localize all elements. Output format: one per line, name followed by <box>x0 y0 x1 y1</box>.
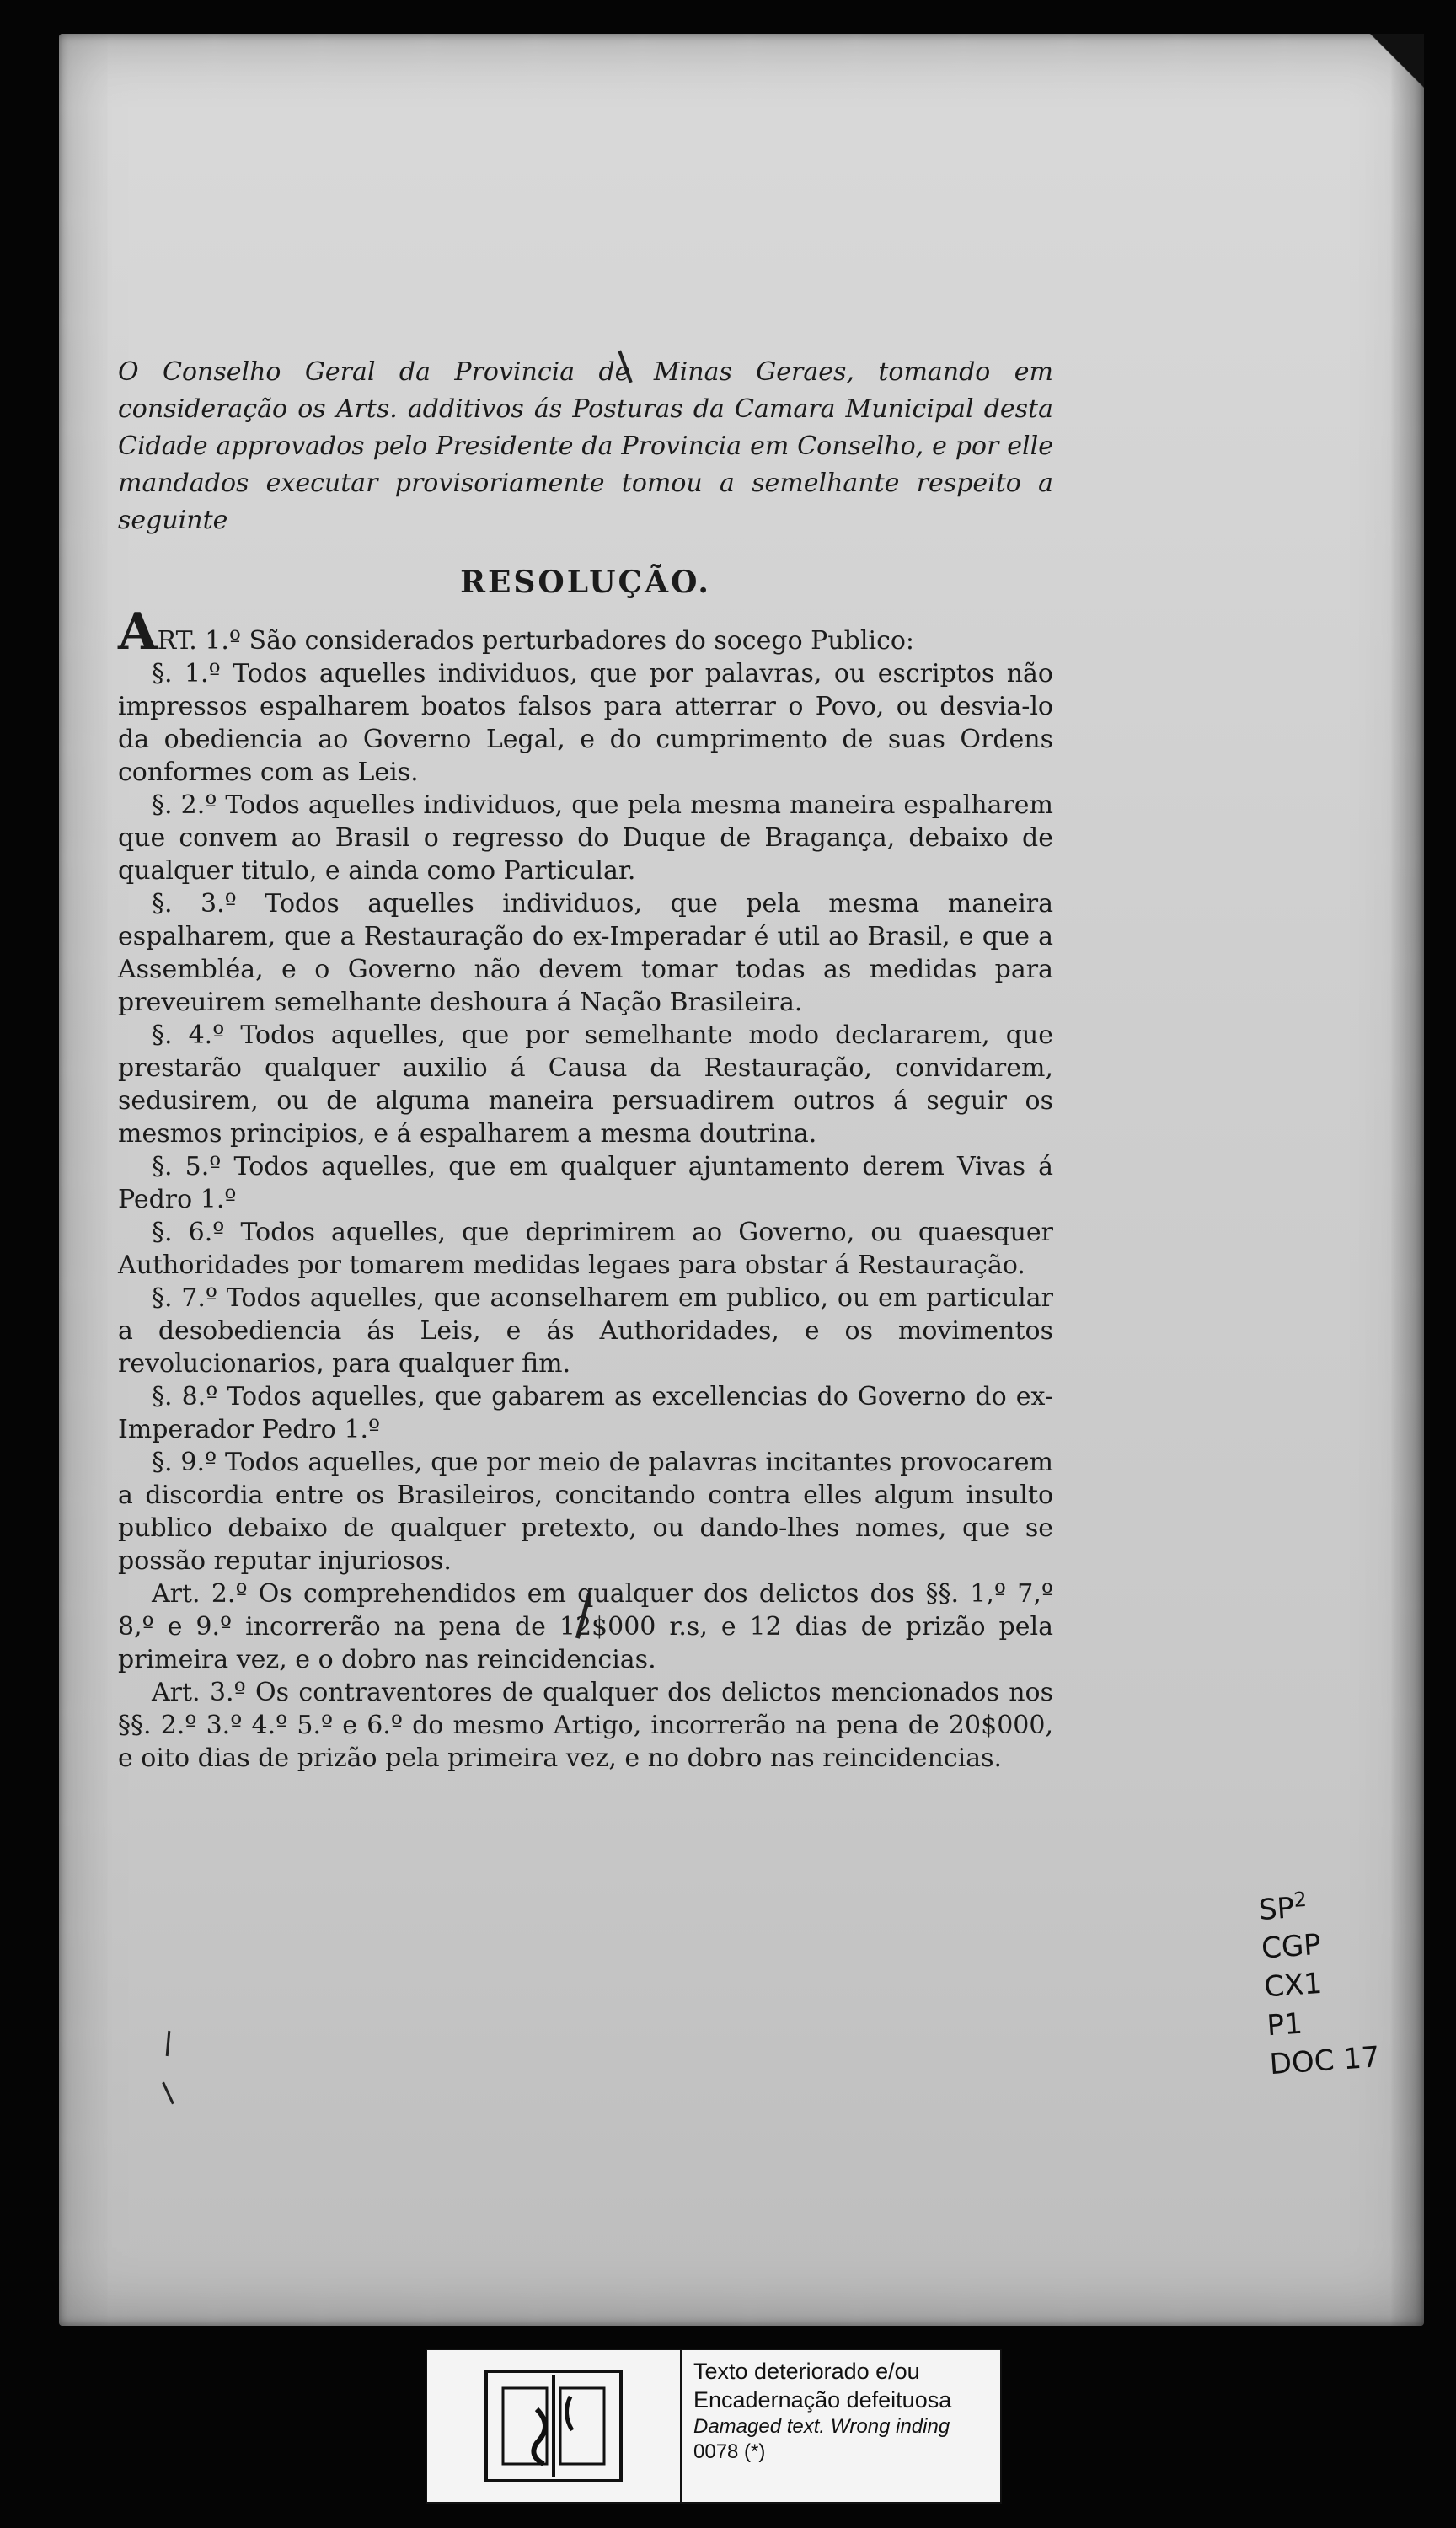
archive-reference-handwritten <box>1257 1876 1381 2085</box>
section-3: §. 3.º Todos aquelles individuos, que pela mesma maneira espalharem, que a Restauração do ex-Imperadar é util ao Brasil, e que a Assembléa, e o Governo não devem tomar todas as medidas para preveuirem semelhante deshoura á Nação Brasileira. <box>118 889 1053 1017</box>
section-4: §. 4.º Todos aquelles, que por semelhante modo declararem, que prestarão qualquer auxilio á Causa da Restauração, convidarem, sedusirem, ou de alguma maneira persuadirem outros á seguir os mesmos principios, e á espalharem a mesma doutrina. <box>118 1020 1053 1149</box>
section-7: §. 7.º Todos aquelles, que aconselharem em publico, ou em particular a desobediencia ás Leis, e ás Authoridades, e os movimentos revolucionarios, para qualquer fim. <box>118 1283 1053 1379</box>
label-line-1: Texto deteriorado e/ou <box>693 2359 920 2384</box>
damaged-book-icon <box>427 2350 682 2502</box>
page-fold-shadow <box>1390 34 1424 2326</box>
marginalia-line-2: CGP <box>1260 1928 1323 1966</box>
section-5: §. 5.º Todos aquelles, que em qualquer ajuntamento derem Vivas á Pedro 1.º <box>118 1152 1053 1214</box>
marginalia-superscript: 2 <box>1293 1887 1308 1912</box>
torn-corner <box>1348 34 1424 110</box>
resolution-text <box>118 354 1053 1775</box>
article-3: Art. 3.º Os contraventores de qualquer dos delictos mencionados nos §§. 2.º 3.º 4.º 5.º e 6.º do mesmo Artigo, incorrerão na pena de 20$000, e oito dias de prizão pela primeira vez, e no dobro nas reincidencias. <box>118 1678 1053 1773</box>
marginalia-line-5: DOC 17 <box>1268 2040 1381 2082</box>
section-6: §. 6.º Todos aquelles, que deprimirem ao Governo, ou quaesquer Authoridades por tomarem medidas legaes para obstar á Restauração. <box>118 1218 1053 1280</box>
label-line-2: Encadernação defeituosa <box>693 2387 952 2413</box>
section-8: §. 8.º Todos aquelles, que gabarem as excellencias do Governo do ex-Imperador Pedro 1.º <box>118 1382 1053 1444</box>
label-line-4: 0078 (*) <box>693 2440 766 2463</box>
label-text <box>682 2350 963 2502</box>
section-2: §. 2.º Todos aquelles individuos, que pela mesma maneira espalharem que convem ao Brasil o regresso do Duque de Bragança, debaixo de qualquer titulo, e ainda como Particular. <box>118 790 1053 886</box>
drop-cap: A <box>118 603 158 661</box>
article-2: Art. 2.º Os comprehendidos em qualquer dos delictos dos §§. 1,º 7,º 8,º e 9.º incorrerão na pena de 12$000 r.s, e 12 dias de prizão pela primeira vez, e o dobro nas reincidencias. <box>118 1579 1053 1674</box>
section-9: §. 9.º Todos aquelles, que por meio de palavras incitantes provocarem a discordia entre os Brasileiros, concitando contra elles algum insulto publico debaixo de qualquer pretexto, ou dando-lhes nomes, que se possão reputar injuriosos. <box>118 1448 1053 1576</box>
marginalia-line-3: CX1 <box>1263 1967 1324 2005</box>
article-1-text: RT. 1.º São considerados perturbadores do socego Publico: <box>157 626 915 656</box>
resolution-heading: RESOLUÇÃO. <box>460 565 711 600</box>
marginalia-line-4: P1 <box>1266 2006 1304 2043</box>
label-line-3: Damaged text. Wrong inding <box>693 2415 950 2438</box>
intro-paragraph: O Conselho Geral da Provincia de Minas Geraes, tomando em consideração os Arts. additivos ás Posturas da Camara Municipal desta Cidade approvados pelo Presidente da Provincia em Conselho, e por elle mandados executar provisoriamente tomou a semelhante respeito a seguinte <box>118 357 1053 535</box>
marginalia-line-1: $SP^2$ <box>1257 1887 1308 1928</box>
article-1 <box>118 603 1053 661</box>
section-1: §. 1.º Todos aquelles individuos, que por palavras, ou escriptos não impressos espalharem boatos falsos para atterrar o Povo, ou desvia-lo da obediencia ao Governo Legal, e do cumprimento de suas Ordens conformes com as Leis. <box>118 659 1053 787</box>
microfilm-target-label <box>426 2349 1002 2504</box>
